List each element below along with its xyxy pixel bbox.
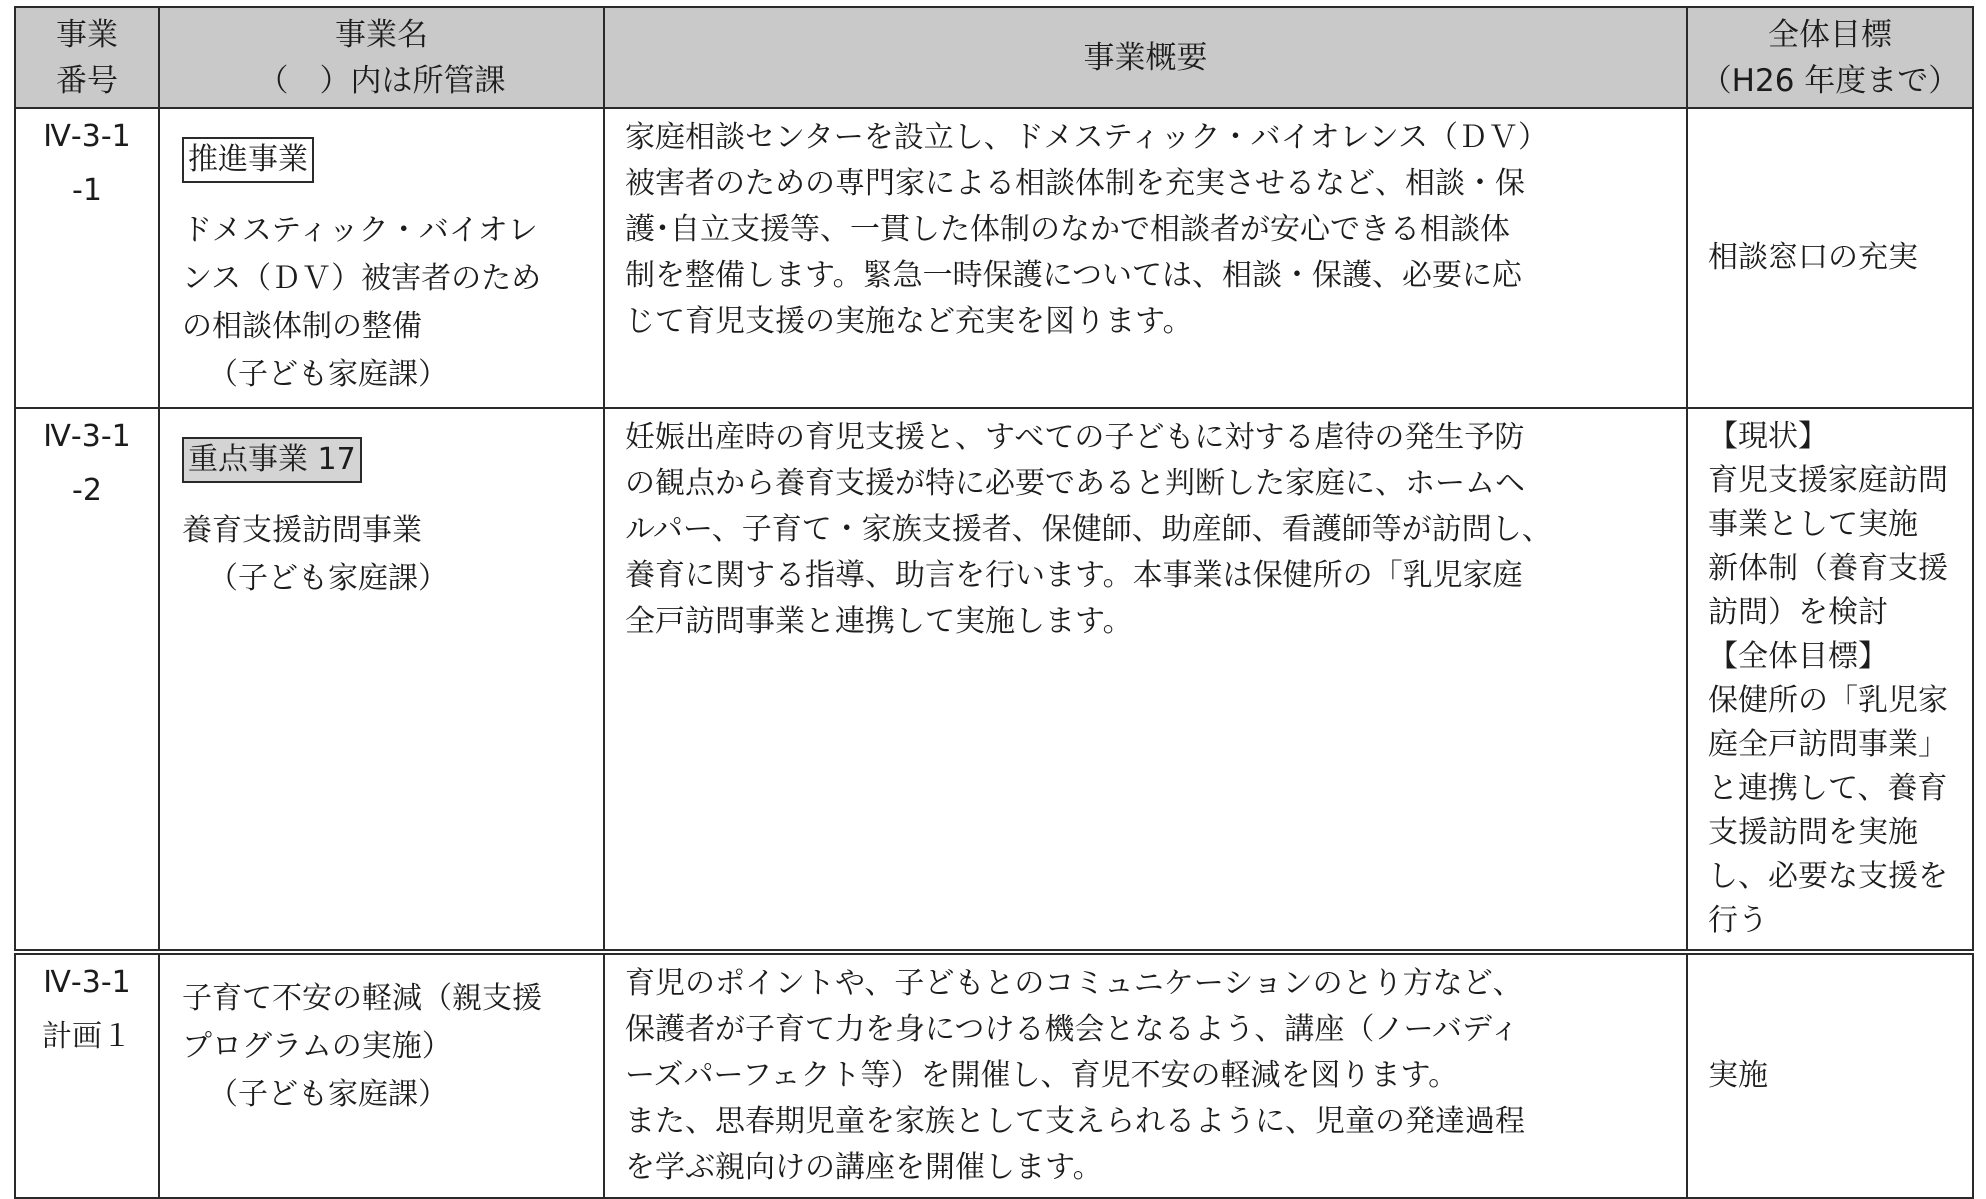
business-name: ドメスティック・バイオレ <box>182 213 538 248</box>
business-name-cell <box>159 408 604 952</box>
business-name-cell: 推進事業 ドメスティック・バイオレ ンス（ＤＶ）被害者のため の相談体制の整備 （子ども家庭課） <box>159 108 604 408</box>
table-header-row <box>15 7 1973 108</box>
business-table <box>14 6 1974 1199</box>
business-number: Ⅳ-3-1 計画１ <box>15 952 159 1198</box>
overall-goal: 実施 <box>1687 952 1973 1198</box>
business-name: 養育支援訪問事業 <box>182 513 422 548</box>
table-row <box>15 952 1973 1198</box>
business-name-cell: 子育て不安の軽減（親支援 プログラムの実施） （子ども家庭課） <box>159 952 604 1198</box>
header-business-number: 事業 番号 <box>15 7 159 108</box>
overall-goal: 【現状】 育児支援家庭訪問 事業として実施 新体制（養育支援 訪問）を検討 【全体目標】 保健所の「乳児家 庭全戸訪問事業」 と連携して、養育 支援訪問を実施 し、必要な支援を 行う <box>1687 408 1973 952</box>
header-business-name: 事業名 （ ）内は所管課 <box>159 7 604 108</box>
overall-goal: 相談窓口の充実 <box>1687 108 1973 408</box>
table-row <box>15 408 1973 952</box>
header-overall-goal: 全体目標 （H26 年度まで） <box>1687 7 1973 108</box>
header-business-summary: 事業概要 <box>604 7 1687 108</box>
business-summary: 家庭相談センターを設立し、ドメスティック・バイオレンス（ＤＶ） 被害者のための専門家による相談体制を充実させるなど、相談・保 護･自立支援等、一貫した体制のなかで相談者が安心できる相談体 制を整備します。緊急一時保護については、相談・保護、必要に応 じて育児支援の実施など充実を図ります。 <box>604 108 1687 408</box>
business-number: Ⅳ-3-1 -1 <box>15 108 159 408</box>
business-number: Ⅳ-3-1 -2 <box>15 408 159 952</box>
priority-badge: 重点事業 17 <box>182 437 362 483</box>
business-name: 子育て不安の軽減（親支援 <box>182 981 542 1016</box>
table-row <box>15 108 1973 408</box>
department: （子ども家庭課） <box>208 357 448 392</box>
business-summary: 育児のポイントや、子どもとのコミュニケーションのとり方など、 保護者が子育て力を身につける機会となるよう、講座（ノーバディ ーズパーフェクト等）を開催し、育児不安の軽減を図ります。 また、思春期児童を家族として支えられるように、児童の発達過程 を学ぶ親向けの講座を開催します。 <box>604 952 1687 1198</box>
business-summary: 妊娠出産時の育児支援と、すべての子どもに対する虐待の発生予防 の観点から養育支援が特に必要であると判断した家庭に、ホームヘ ルパー、子育て・家族支援者、保健師、助産師、看護師等が訪問し、 養育に関する指導、助言を行います。本事業は保健所の「乳児家庭 全戸訪問事業と連携して実施します。 <box>604 408 1687 952</box>
department: （子ども家庭課） <box>208 1077 448 1112</box>
promotion-badge: 推進事業 <box>182 137 314 183</box>
department: （子ども家庭課） <box>208 561 448 596</box>
